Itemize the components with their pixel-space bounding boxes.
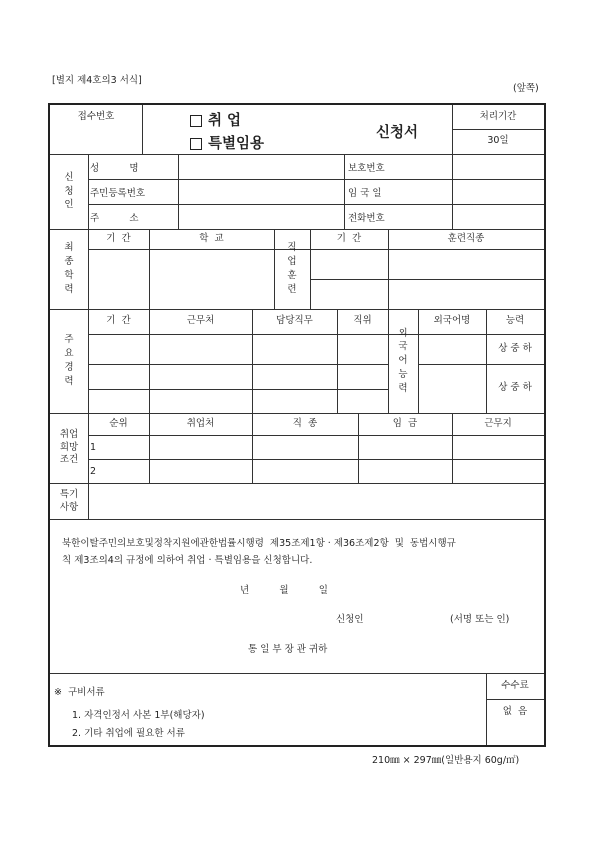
training-type-header: 훈련직종 [447, 232, 485, 244]
rrn-label: 주민등록번호 [90, 187, 146, 199]
entry-date-label: 임 국 일 [348, 187, 382, 199]
statement-applicant: 신청인 [336, 614, 364, 625]
career-duty-header: 담당직무 [276, 315, 313, 327]
hope-place-header: 취업처 [186, 417, 215, 429]
hope-rank-2: 2 [90, 465, 97, 477]
hope-wage-header: 임 금 [392, 417, 418, 429]
language-name-header: 외국어명 [433, 315, 471, 327]
education-school-header: 학 교 [199, 232, 224, 244]
documents-item-1: 1. 자격인정서 사본 1부(해당자) [72, 710, 205, 721]
name-field[interactable] [179, 155, 343, 178]
process-period-label: 처리기간 [479, 110, 517, 122]
training-section-label: 직 업 훈 련 [287, 242, 297, 295]
career-workplace-header: 근무처 [186, 315, 215, 327]
application-form [48, 103, 546, 747]
language-ability-header: 능력 [505, 315, 525, 327]
entry-date-field[interactable] [453, 180, 543, 203]
form-number: [별지 제4호의3 서식] [52, 75, 142, 86]
education-period-header: 기 간 [106, 232, 131, 244]
applicant-section-label: 신 청 인 [64, 171, 74, 211]
documents-title: ※ 구비서류 [54, 687, 105, 698]
statement-date: 년 월 일 [240, 585, 328, 596]
special-notes-field[interactable] [89, 484, 543, 518]
process-period-value: 30일 [487, 135, 509, 147]
special-section-label: 특기 사항 [59, 488, 79, 513]
phone-field[interactable] [453, 205, 543, 228]
hope-location-header: 근무지 [484, 417, 512, 429]
receipt-number-label: 접수번호 [77, 110, 115, 122]
phone-label: 전화번호 [348, 212, 385, 224]
hope-rank-header: 순위 [109, 417, 128, 429]
paper-spec: 210㎜ × 297㎜(일반용지 60g/㎡) [372, 755, 520, 766]
checkbox-special-appointment-icon[interactable] [190, 138, 202, 150]
documents-item-2: 2. 기타 취업에 필요한 서류 [72, 728, 185, 739]
education-section-label: 최 종 학 력 [64, 242, 74, 295]
career-period-header: 기 간 [106, 315, 131, 327]
language-level-2[interactable]: 상 중 하 [498, 382, 532, 394]
statement-line-2: 칙 제3조의4의 규정에 의하여 취업 · 특별임용을 신청합니다. [62, 555, 313, 566]
hope-job-header: 직 종 [292, 417, 318, 429]
statement-signature: (서명 또는 인) [450, 614, 510, 625]
hope-section-label: 취업 희망 조건 [59, 428, 79, 466]
hope-rank-1: 1 [90, 441, 97, 453]
form-title-suffix: 신청서 [376, 125, 419, 141]
statement-line-1: 북한이탈주민의보호및정착지원에관한법률시행령 제35조제1항 · 제36조제2항 및 동법시행규 [62, 538, 456, 549]
rrn-field[interactable] [179, 180, 343, 203]
protect-number-label: 보호번호 [348, 162, 385, 174]
option-employment[interactable]: 취 업 [190, 109, 241, 130]
career-section-label: 주 요 경 력 [64, 334, 74, 387]
fee-value: 없 음 [502, 705, 528, 717]
career-position-header: 직위 [353, 315, 372, 327]
page-side: (앞쪽) [513, 83, 539, 94]
protect-number-field[interactable] [453, 155, 543, 178]
address-field[interactable] [179, 205, 343, 228]
address-label: 주 소 [90, 212, 139, 224]
name-label: 성 명 [90, 162, 139, 174]
language-section-label: 외 국 어 능 력 [398, 327, 408, 394]
training-period-header: 기 간 [336, 232, 362, 244]
fee-label: 수수료 [501, 679, 529, 691]
language-level-1[interactable]: 상 중 하 [498, 342, 532, 354]
statement-addressee: 통 일 부 장 관 귀하 [248, 644, 328, 655]
option-special-appointment[interactable]: 특별임용 [190, 132, 264, 153]
checkbox-employment-icon[interactable] [190, 115, 202, 127]
